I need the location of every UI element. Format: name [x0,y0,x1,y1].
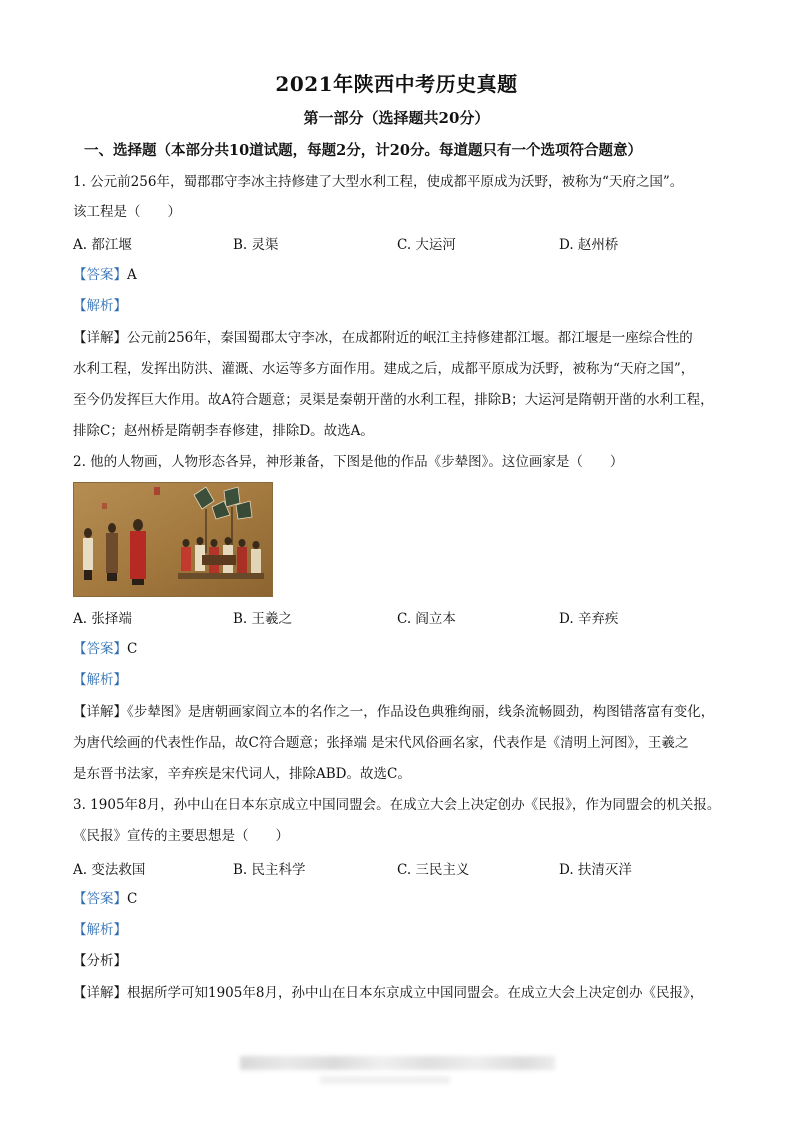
q1-stem-line2: 该工程是（ ） [73,204,181,220]
section-heading: 一、选择题（本部分共10道试题，每题2分，计20分。每道题只有一个选项符合题意） [84,142,642,159]
q3-answer-value: C [127,891,138,907]
q2-option-a: A. 张择端 [73,611,132,627]
q2-detail-line3: 是东晋书法家，辛弃疾是宋代词人，排除ABD。故选C。 [73,766,411,782]
q2-answer [73,639,723,659]
q2-stem-line1: 2. 他的人物画，人物形态各异，神形兼备，下图是他的作品《步辇图》。这位画家是（ ） [73,454,624,470]
q2-option-c: C. 阎立本 [397,611,456,627]
q3-options [73,858,723,878]
q1-analysis [73,296,723,316]
q1-option-a: A. 都江堰 [73,237,132,253]
blurred-watermark [240,1056,555,1070]
painting-illustration [74,483,272,596]
q2-detail-line1 [73,702,723,722]
analysis-tag: 【解析】 [73,298,127,314]
q1-option-b: B. 灵渠 [233,237,279,253]
q3-stem-line1: 3. 1905年8月，孙中山在日本东京成立中国同盟会。在成立大会上决定创办《民报》，作为同盟会的机关报。 [73,797,721,813]
q1-detail-text1: 公元前256年，秦国蜀郡太守李冰，在成都附近的岷江主持修建都江堰。都江堰是一座综合性的 [127,330,693,346]
answer-tag: 【答案】 [73,267,127,283]
q3-option-c: C. 三民主义 [397,862,470,878]
q1-detail-line3: 至今仍发挥巨大作用。故A符合题意；灵渠是秦朝开凿的水利工程，排除B；大运河是隋朝开凿的水利工程， [73,392,714,408]
answer-tag: 【答案】 [73,891,127,907]
q3-analysis [73,920,723,940]
q1-detail-line2: 水利工程，发挥出防洪、灌溉、水运等多方面作用。建成之后，成都平原成为沃野，被称为“天府之国”， [73,361,695,377]
q1-answer [73,265,723,285]
q1-option-d: D. 赵州桥 [559,237,619,253]
detail-tag: 【详解】 [73,330,127,346]
q3-stem-line2: 《民报》宣传的主要思想是（ ） [73,828,289,844]
q3-option-d: D. 扶清灭洋 [559,862,632,878]
q3-detail-text1: 根据所学可知1905年8月，孙中山在日本东京成立中国同盟会。在成立大会上决定创办《民报》， [127,985,704,1001]
detail-tag: 【详解】 [73,704,127,720]
q1-detail-line4: 排除C；赵州桥是隋朝李春修建，排除D。故选A。 [73,423,374,439]
q2-detail-text1: 《步辇图》是唐朝画家阎立本的名作之一，作品设色典雅绚丽，线条流畅圆劲，构图错落富有变化， [127,704,715,720]
q1-options [73,233,723,253]
q3-detail-line1 [73,983,723,1003]
q3-fenxi: 【分析】 [73,953,127,969]
q2-analysis [73,670,723,690]
page-title: 2021年陕西中考历史真题 [275,72,518,96]
q3-option-a: A. 变法救国 [73,862,146,878]
q2-detail-line2: 为唐代绘画的代表性作品，故C符合题意；张择端 是宋代风俗画名家，代表作是《清明上河图》，王羲之 [73,735,689,751]
q1-answer-value: A [127,267,137,283]
q1-stem-line1: 1. 公元前256年，蜀郡郡守李冰主持修建了大型水利工程，使成都平原成为沃野，被称为“天府之国”。 [73,174,684,190]
analysis-tag: 【解析】 [73,922,127,938]
analysis-tag: 【解析】 [73,672,127,688]
q1-option-c: C. 大运河 [397,237,456,253]
bunian-painting-image [73,482,273,597]
q3-answer [73,889,723,909]
detail-tag: 【详解】 [73,985,127,1001]
answer-tag: 【答案】 [73,641,127,657]
q2-option-b: B. 王羲之 [233,611,293,627]
blurred-watermark-sub [320,1076,450,1084]
q1-detail-line1 [73,328,723,348]
q2-options [73,607,723,627]
part-heading: 第一部分（选择题共20分） [303,109,490,127]
q3-option-b: B. 民主科学 [233,862,306,878]
q2-answer-value: C [127,641,138,657]
q2-option-d: D. 辛弃疾 [559,611,619,627]
